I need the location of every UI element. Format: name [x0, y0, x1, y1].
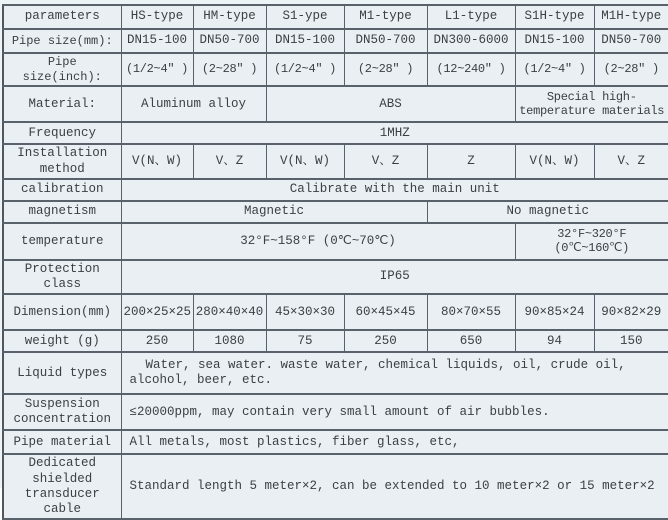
spec-cell: DN50-700 [594, 29, 668, 53]
transducer-spec-table [2, 4, 668, 520]
row-liquid-types [3, 352, 668, 394]
temperature-high-cell: 32°F~320°F (0℃~160℃) [515, 223, 668, 260]
frequency-value-cell: 1MHZ [121, 122, 668, 144]
row-label-transducer-cable: Dedicated shielded transducer cable [3, 454, 121, 519]
row-label-weight: weight (g) [3, 330, 121, 352]
row-label-pipe-size-inch: Pipe size(inch): [3, 53, 121, 86]
row-transducer-cable [3, 454, 668, 519]
spec-cell: V、Z [594, 144, 668, 179]
column-header-parameters: parameters [3, 5, 121, 29]
spec-cell: (2~28″ ) [344, 53, 427, 86]
spec-cell: (1/2~4″ ) [515, 53, 594, 86]
suspension-value-cell: ≤20000ppm, may contain very small amount of air bubbles. [121, 394, 668, 430]
column-header-hm-type: HM-type [193, 5, 266, 29]
spec-cell: 150 [594, 330, 668, 352]
spec-cell: (12~240″ ) [427, 53, 515, 86]
row-label-pipe-material: Pipe material [3, 430, 121, 454]
spec-cell: V、Z [193, 144, 266, 179]
row-label-magnetism: magnetism [3, 201, 121, 223]
material-special-cell: Special high-temperature materials [515, 86, 668, 122]
temperature-standard-cell: 32°F~158°F (0℃~70℃) [121, 223, 515, 260]
spec-cell: 200×25×25 [121, 294, 193, 330]
column-header-l1-type: L1-type [427, 5, 515, 29]
row-label-calibration: calibration [3, 179, 121, 201]
spec-cell: DN300-6000 [427, 29, 515, 53]
row-label-installation-method: Installation method [3, 144, 121, 179]
spec-cell: 80×70×55 [427, 294, 515, 330]
row-calibration [3, 179, 668, 201]
row-weight [3, 330, 668, 352]
spec-cell: (1/2~4″ ) [121, 53, 193, 86]
spec-cell: V(N、W) [515, 144, 594, 179]
row-material [3, 86, 668, 122]
row-label-temperature: temperature [3, 223, 121, 260]
column-header-m1h-type: M1H-type [594, 5, 668, 29]
row-label-frequency: Frequency [3, 122, 121, 144]
spec-cell: 75 [266, 330, 344, 352]
header-row [3, 5, 668, 29]
row-pipe-size-mm [3, 29, 668, 53]
spec-cell: DN15-100 [266, 29, 344, 53]
row-temperature [3, 223, 668, 260]
row-label-dimension: Dimension(mm) [3, 294, 121, 330]
row-dimension [3, 294, 668, 330]
row-installation-method [3, 144, 668, 179]
row-label-liquid-types: Liquid types [3, 352, 121, 394]
spec-cell: DN50-700 [193, 29, 266, 53]
spec-cell: 650 [427, 330, 515, 352]
magnetism-no-magnetic-cell: No magnetic [427, 201, 668, 223]
spec-cell: 250 [344, 330, 427, 352]
transducer-cable-value-cell: Standard length 5 meter×2, can be extended to 10 meter×2 or 15 meter×2 [121, 454, 668, 519]
column-header-s1-type: S1-ype [266, 5, 344, 29]
spec-cell: 94 [515, 330, 594, 352]
column-header-m1-type: M1-type [344, 5, 427, 29]
spec-cell: V(N、W) [121, 144, 193, 179]
spec-cell: 45×30×30 [266, 294, 344, 330]
spec-cell: 250 [121, 330, 193, 352]
spec-cell: (1/2~4″ ) [266, 53, 344, 86]
spec-cell: 60×45×45 [344, 294, 427, 330]
spec-cell: 280×40×40 [193, 294, 266, 330]
spec-cell: V(N、W) [266, 144, 344, 179]
spec-cell: 90×85×24 [515, 294, 594, 330]
spec-cell: V、Z [344, 144, 427, 179]
material-abs-cell: ABS [266, 86, 515, 122]
spec-cell: DN15-100 [515, 29, 594, 53]
column-header-hs-type: HS-type [121, 5, 193, 29]
spec-cell: 90×82×29 [594, 294, 668, 330]
row-frequency [3, 122, 668, 144]
column-header-s1h-type: S1H-type [515, 5, 594, 29]
spec-cell: (2~28″ ) [193, 53, 266, 86]
spec-cell: (2~28″ ) [594, 53, 668, 86]
spec-cell: DN15-100 [121, 29, 193, 53]
protection-value-cell: IP65 [121, 260, 668, 295]
spec-cell: 1080 [193, 330, 266, 352]
row-label-protection-class: Protection class [3, 260, 121, 295]
liquid-types-value-cell: Water, sea water. waste water, chemical liquids, oil, crude oil, alcohol, beer, etc. [121, 352, 668, 394]
pipe-material-value-cell: All metals, most plastics, fiber glass, etc, [121, 430, 668, 454]
spec-cell: Z [427, 144, 515, 179]
row-magnetism [3, 201, 668, 223]
row-pipe-size-inch [3, 53, 668, 86]
calibration-value-cell: Calibrate with the main unit [121, 179, 668, 201]
material-aluminum-cell: Aluminum alloy [121, 86, 266, 122]
row-label-material: Material: [3, 86, 121, 122]
magnetism-magnetic-cell: Magnetic [121, 201, 427, 223]
row-label-suspension-concentration: Suspension concentration [3, 394, 121, 430]
spec-cell: DN50-700 [344, 29, 427, 53]
row-suspension-concentration [3, 394, 668, 430]
row-protection-class [3, 260, 668, 295]
row-pipe-material [3, 430, 668, 454]
row-label-pipe-size-mm: Pipe size(mm): [3, 29, 121, 53]
